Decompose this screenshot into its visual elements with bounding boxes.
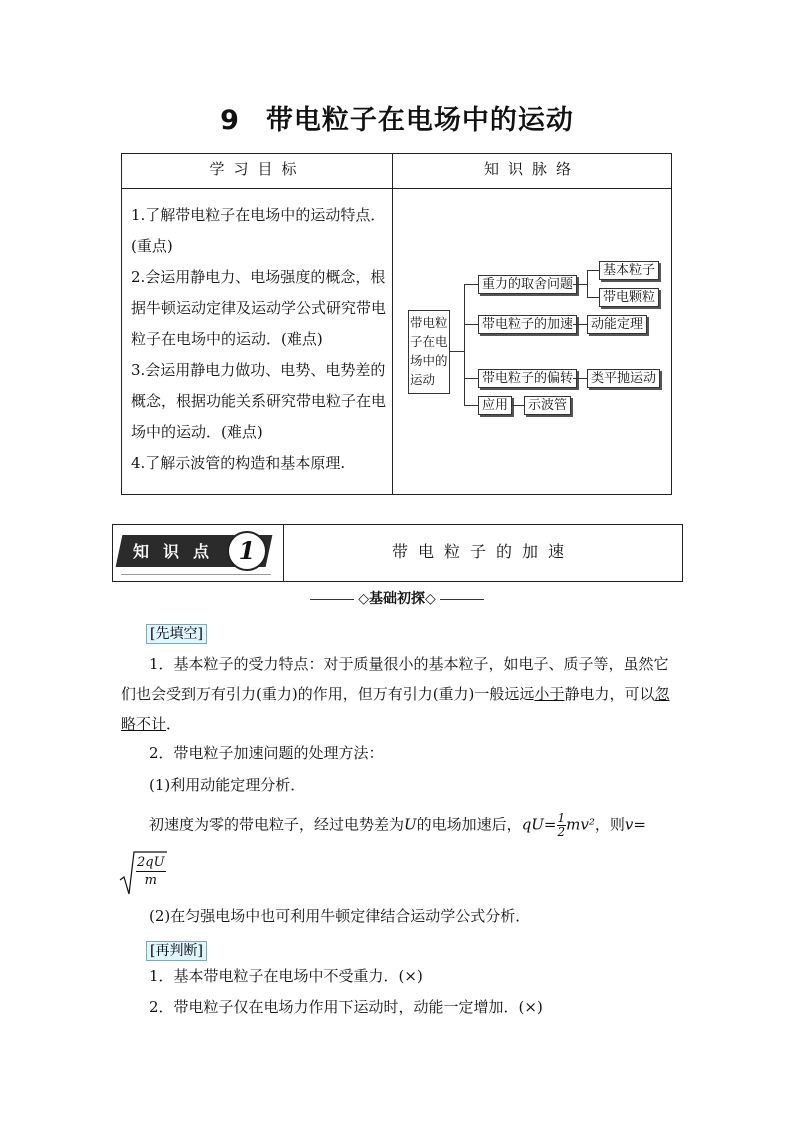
sqrt-fraction: $\frac{2qU}{m}$ [137,855,165,888]
connector [573,284,587,285]
goal-item: 4.了解示波管的构造和基本原理. [131,454,346,472]
goals-header: 学习目标 [122,154,393,189]
mindmap-gravity: 重力的取舍问题 [478,275,577,294]
goal-item: 3.会运用静电力做功、电势、电势差的概念，根据功能关系研究带电粒子在电场中的运动．(难点) [131,361,387,441]
tag-fill-blank: [先填空] [146,624,207,644]
dash-left [310,599,354,600]
connector [573,378,587,379]
connector [587,270,588,298]
chapter-title: 带电粒子在电场中的运动 [265,105,574,136]
paragraph-5: (2)在匀强电场中也可利用牛顿定律结合运动学公式分析． [149,907,531,925]
connector [587,297,599,298]
connector [450,351,464,352]
blank-answer: 小于 [534,685,565,703]
mindmap-charged: 带电颗粒 [599,288,659,307]
paragraph-1: 1．基本粒子的受力特点：对于质量很小的基本粒子，如电子、质子等，虽然它们也会受到万有引力(重力)的作用，但万有引力(重力)一般远远小于静电力，可以忽略不计． [121,655,670,733]
mindmap-apply: 应用 [478,396,512,415]
mindmap-scope: 示波管 [524,396,571,415]
connector [464,324,478,325]
mindmap-accel: 带电粒子的加速 [478,315,577,334]
fraction: $\frac{1}{2}$ [557,811,566,839]
sqrt-formula [119,850,169,896]
mindmap-projectile: 类平抛运动 [587,369,660,388]
connector [464,405,478,406]
chapter-number: 9 [220,105,240,136]
connector [464,284,478,285]
mindmap-kinetic: 动能定理 [587,315,647,334]
connector [512,405,524,406]
mindmap-basic: 基本粒子 [599,261,659,280]
section-title: 带电粒子的加速 [391,542,574,561]
page-title [0,98,794,137]
knowledge-header: 知识脉络 [393,154,671,189]
paragraph-3: (1)利用动能定理分析． [149,776,306,794]
table-divider [392,154,393,494]
connector [464,378,478,379]
connector [587,270,599,271]
paragraph-2: 2．带电粒子加速问题的处理方法： [149,744,384,762]
section-number: 1 [227,531,267,571]
tag-judge: [再判断] [146,941,207,961]
goal-item: 2.会运用静电力、电场强度的概念，根据牛顿运动定律及运动学公式研究带电粒子在电场中的运动．(难点) [131,268,387,348]
paragraph-4: 初速度为零的带电粒子，经过电势差为U的电场加速后，qU= $\frac{1}{2}$ mv²，则v= [149,811,646,839]
section-badge-text: 知识点 [133,542,224,561]
mindmap-deflect: 带电粒子的偏转 [478,369,577,388]
connector [573,324,587,325]
blank-answer: 忽略不计 [121,685,670,733]
connector [464,284,465,406]
goals-list [131,200,387,479]
judgment-1: 1．基本带电粒子在电场中不受重力．(×) [149,967,423,985]
goal-item: 1.了解带电粒子在电场中的运动特点．(重点) [131,206,386,255]
subheading: ◇基础初探◇ [0,588,794,608]
dash-right [440,599,484,600]
judgment-2: 2．带电粒子仅在电场力作用下运动时，动能一定增加．(×) [149,998,543,1016]
mindmap-root: 带电粒子在电场中的运动 [408,310,450,394]
section-bar [112,524,683,582]
badge-underline [121,574,271,575]
